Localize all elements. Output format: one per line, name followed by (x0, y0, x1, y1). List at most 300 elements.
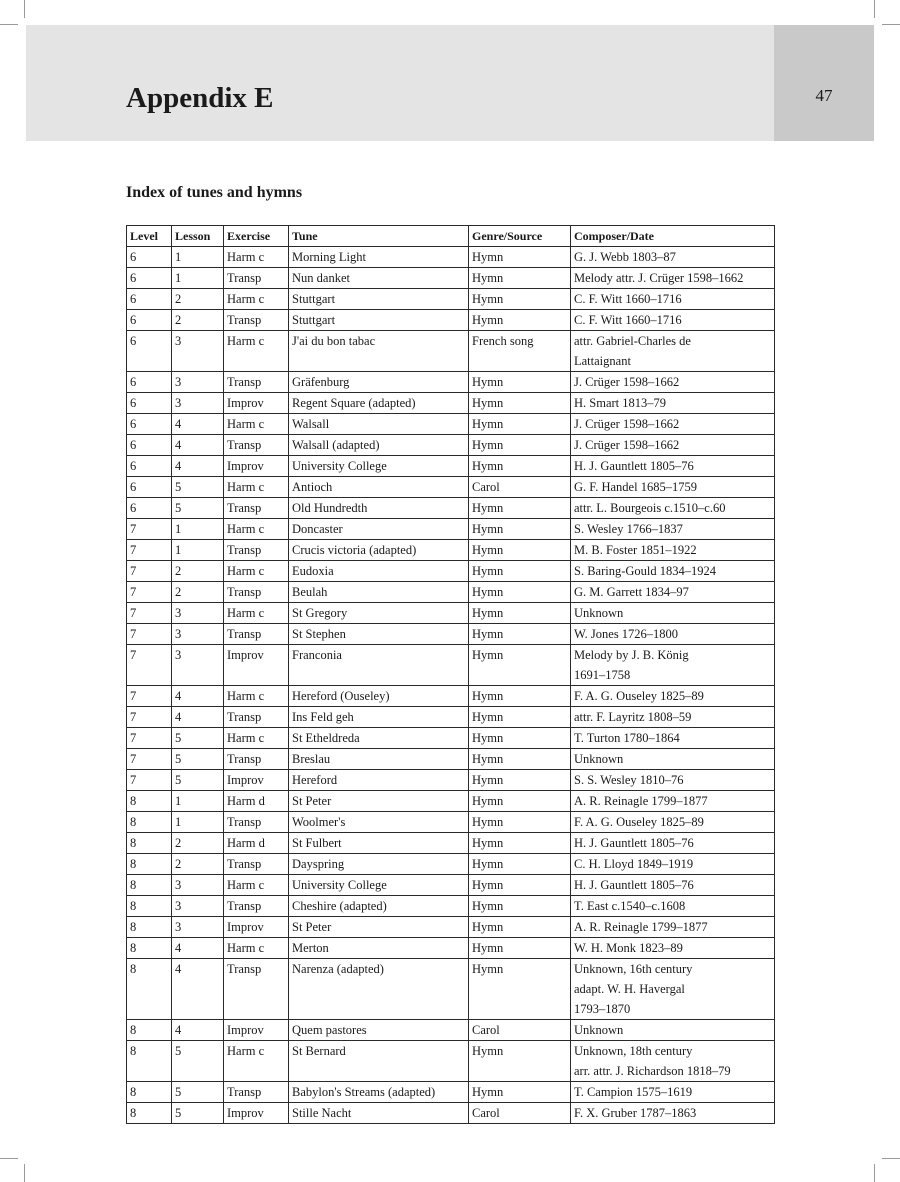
cell-composer-date (571, 1082, 775, 1103)
cell-composer-date (571, 959, 775, 1020)
cell-composer-date (571, 1103, 775, 1124)
cell-level: 7 (127, 707, 172, 728)
table-row (127, 519, 775, 540)
table-row (127, 959, 775, 1020)
cell-composer-date (571, 498, 775, 519)
cell-exercise: Transp (224, 707, 289, 728)
table-row (127, 645, 775, 686)
cell-exercise: Improv (224, 456, 289, 477)
composer-line: S. S. Wesley 1810–76 (574, 773, 684, 787)
table-row (127, 854, 775, 875)
cell-tune: St Fulbert (289, 833, 469, 854)
cell-genre-source: Hymn (469, 875, 571, 896)
cell-genre-source: Hymn (469, 603, 571, 624)
cell-level: 6 (127, 247, 172, 268)
cell-lesson: 2 (172, 833, 224, 854)
composer-line: Unknown (574, 752, 624, 766)
tunes-index-table (126, 225, 775, 1124)
cell-lesson: 4 (172, 1020, 224, 1041)
composer-line: C. H. Lloyd 1849–1919 (574, 857, 694, 871)
cell-exercise: Harm c (224, 1041, 289, 1082)
cell-tune: St Peter (289, 791, 469, 812)
composer-line: attr. L. Bourgeois c.1510–c.60 (574, 501, 726, 515)
composer-line: Unknown (574, 606, 624, 620)
cell-genre-source: Hymn (469, 707, 571, 728)
composer-line: T. Turton 1780–1864 (574, 731, 680, 745)
cell-genre-source: Hymn (469, 393, 571, 414)
table-header-row (127, 226, 775, 247)
cell-lesson: 4 (172, 938, 224, 959)
cell-lesson: 2 (172, 289, 224, 310)
cell-composer-date (571, 435, 775, 456)
cell-exercise: Harm c (224, 603, 289, 624)
cell-exercise: Harm d (224, 833, 289, 854)
cell-composer-date (571, 686, 775, 707)
column-header-composer-date: Composer/Date (571, 226, 775, 247)
cell-exercise: Harm d (224, 791, 289, 812)
cell-exercise: Harm c (224, 519, 289, 540)
cell-level: 6 (127, 393, 172, 414)
cell-level: 7 (127, 686, 172, 707)
cell-lesson: 1 (172, 540, 224, 561)
cell-composer-date (571, 917, 775, 938)
cell-composer-date (571, 624, 775, 645)
cell-lesson: 3 (172, 917, 224, 938)
cell-level: 8 (127, 1020, 172, 1041)
cell-genre-source: Hymn (469, 812, 571, 833)
cell-composer-date (571, 812, 775, 833)
cell-lesson: 5 (172, 1082, 224, 1103)
table-row (127, 1041, 775, 1082)
column-header-exercise: Exercise (224, 226, 289, 247)
cell-tune: Nun danket (289, 268, 469, 289)
cell-level: 7 (127, 540, 172, 561)
page-number: 47 (815, 86, 833, 105)
cell-tune: Stille Nacht (289, 1103, 469, 1124)
table-row (127, 917, 775, 938)
cell-level: 8 (127, 791, 172, 812)
cell-genre-source: Hymn (469, 310, 571, 331)
cell-level: 8 (127, 938, 172, 959)
cell-exercise: Harm c (224, 414, 289, 435)
cell-tune: Hereford (289, 770, 469, 791)
cell-composer-date (571, 289, 775, 310)
cell-lesson: 2 (172, 582, 224, 603)
cell-tune: University College (289, 456, 469, 477)
cell-genre-source: Hymn (469, 435, 571, 456)
composer-line: H. J. Gauntlett 1805–76 (574, 878, 694, 892)
table-row (127, 1082, 775, 1103)
cell-tune: Dayspring (289, 854, 469, 875)
cell-exercise: Harm c (224, 247, 289, 268)
cell-tune: Stuttgart (289, 310, 469, 331)
cell-lesson: 5 (172, 477, 224, 498)
column-header-genre-source: Genre/Source (469, 226, 571, 247)
cell-genre-source: Carol (469, 477, 571, 498)
composer-line: attr. Gabriel-Charles de (574, 334, 691, 348)
cell-level: 7 (127, 603, 172, 624)
table-row (127, 540, 775, 561)
cell-tune: Hereford (Ouseley) (289, 686, 469, 707)
cell-level: 8 (127, 833, 172, 854)
page-title: Appendix E (126, 82, 274, 114)
table-row (127, 896, 775, 917)
cell-genre-source: Hymn (469, 1041, 571, 1082)
table-row (127, 833, 775, 854)
cell-exercise: Transp (224, 959, 289, 1020)
cell-exercise: Transp (224, 896, 289, 917)
cell-level: 7 (127, 582, 172, 603)
cell-tune: St Etheldreda (289, 728, 469, 749)
cell-genre-source: Hymn (469, 770, 571, 791)
cell-composer-date (571, 372, 775, 393)
cell-tune: Narenza (adapted) (289, 959, 469, 1020)
cell-genre-source: Hymn (469, 959, 571, 1020)
composer-line: 1793–1870 (574, 1002, 631, 1016)
cell-lesson: 1 (172, 519, 224, 540)
cell-tune: Eudoxia (289, 561, 469, 582)
cell-lesson: 4 (172, 686, 224, 707)
composer-line: Unknown, 18th century (574, 1044, 693, 1058)
table-row (127, 686, 775, 707)
cell-tune: Beulah (289, 582, 469, 603)
cell-lesson: 2 (172, 561, 224, 582)
table-row (127, 289, 775, 310)
cell-lesson: 2 (172, 854, 224, 875)
cell-composer-date (571, 582, 775, 603)
cell-tune: Quem pastores (289, 1020, 469, 1041)
composer-line: W. H. Monk 1823–89 (574, 941, 683, 955)
cell-level: 6 (127, 477, 172, 498)
cell-lesson: 4 (172, 435, 224, 456)
cell-lesson: 4 (172, 414, 224, 435)
table-row (127, 1020, 775, 1041)
cell-lesson: 2 (172, 310, 224, 331)
cell-tune: Antioch (289, 477, 469, 498)
cell-exercise: Harm c (224, 477, 289, 498)
composer-line: H. Smart 1813–79 (574, 396, 667, 410)
cell-exercise: Improv (224, 645, 289, 686)
table-row (127, 435, 775, 456)
cell-tune: Merton (289, 938, 469, 959)
cell-level: 8 (127, 917, 172, 938)
cell-genre-source: French song (469, 331, 571, 372)
composer-line: T. Campion 1575–1619 (574, 1085, 693, 1099)
cell-lesson: 1 (172, 812, 224, 833)
cell-exercise: Harm c (224, 686, 289, 707)
composer-line: W. Jones 1726–1800 (574, 627, 679, 641)
cell-lesson: 5 (172, 749, 224, 770)
cell-genre-source: Hymn (469, 749, 571, 770)
cell-level: 7 (127, 749, 172, 770)
cell-tune: Franconia (289, 645, 469, 686)
section-title: Index of tunes and hymns (126, 184, 303, 201)
cell-composer-date (571, 561, 775, 582)
cell-exercise: Harm c (224, 938, 289, 959)
composer-line: adapt. W. H. Havergal (574, 982, 685, 996)
cell-tune: Breslau (289, 749, 469, 770)
cell-composer-date (571, 749, 775, 770)
cell-exercise: Transp (224, 372, 289, 393)
composer-line: F. X. Gruber 1787–1863 (574, 1106, 697, 1120)
crop-mark (874, 0, 875, 18)
cell-composer-date (571, 393, 775, 414)
cell-genre-source: Hymn (469, 414, 571, 435)
cell-genre-source: Hymn (469, 624, 571, 645)
cell-level: 8 (127, 812, 172, 833)
cell-level: 6 (127, 456, 172, 477)
table-row (127, 498, 775, 519)
cell-composer-date (571, 414, 775, 435)
cell-composer-date (571, 540, 775, 561)
composer-line: C. F. Witt 1660–1716 (574, 292, 682, 306)
cell-tune: St Gregory (289, 603, 469, 624)
cell-level: 7 (127, 645, 172, 686)
cell-lesson: 3 (172, 393, 224, 414)
cell-level: 8 (127, 854, 172, 875)
cell-genre-source: Hymn (469, 247, 571, 268)
cell-exercise: Harm c (224, 728, 289, 749)
cell-level: 6 (127, 289, 172, 310)
cell-level: 6 (127, 310, 172, 331)
cell-composer-date (571, 1020, 775, 1041)
cell-tune: Regent Square (adapted) (289, 393, 469, 414)
column-header-level: Level (127, 226, 172, 247)
column-header-tune: Tune (289, 226, 469, 247)
cell-exercise: Improv (224, 393, 289, 414)
cell-tune: Babylon's Streams (adapted) (289, 1082, 469, 1103)
cell-genre-source: Hymn (469, 456, 571, 477)
cell-tune: Walsall (adapted) (289, 435, 469, 456)
cell-genre-source: Hymn (469, 1082, 571, 1103)
cell-composer-date (571, 331, 775, 372)
crop-mark (874, 1164, 875, 1182)
cell-level: 6 (127, 414, 172, 435)
composer-line: J. Crüger 1598–1662 (574, 438, 680, 452)
cell-tune: Walsall (289, 414, 469, 435)
composer-line: 1691–1758 (574, 668, 631, 682)
cell-level: 7 (127, 519, 172, 540)
cell-genre-source: Carol (469, 1103, 571, 1124)
cell-composer-date (571, 896, 775, 917)
table-row (127, 728, 775, 749)
cell-lesson: 1 (172, 268, 224, 289)
cell-lesson: 5 (172, 728, 224, 749)
cell-level: 7 (127, 728, 172, 749)
composer-line: J. Crüger 1598–1662 (574, 375, 680, 389)
cell-tune: Stuttgart (289, 289, 469, 310)
composer-line: M. B. Foster 1851–1922 (574, 543, 697, 557)
cell-genre-source: Hymn (469, 728, 571, 749)
cell-tune: Ins Feld geh (289, 707, 469, 728)
composer-line: S. Baring-Gould 1834–1924 (574, 564, 717, 578)
cell-composer-date (571, 833, 775, 854)
cell-level: 8 (127, 1041, 172, 1082)
cell-level: 6 (127, 268, 172, 289)
crop-mark (882, 1158, 900, 1159)
cell-tune: St Stephen (289, 624, 469, 645)
cell-genre-source: Hymn (469, 645, 571, 686)
cell-genre-source: Hymn (469, 582, 571, 603)
cell-level: 7 (127, 770, 172, 791)
composer-line: Unknown, 16th century (574, 962, 693, 976)
composer-line: G. J. Webb 1803–87 (574, 250, 676, 264)
composer-line: Melody attr. J. Crüger 1598–1662 (574, 271, 744, 285)
composer-line: Unknown (574, 1023, 624, 1037)
cell-composer-date (571, 854, 775, 875)
cell-exercise: Transp (224, 310, 289, 331)
cell-lesson: 5 (172, 770, 224, 791)
table-row (127, 372, 775, 393)
cell-tune: St Peter (289, 917, 469, 938)
table-row (127, 603, 775, 624)
table-row (127, 414, 775, 435)
cell-genre-source: Hymn (469, 519, 571, 540)
cell-genre-source: Hymn (469, 268, 571, 289)
cell-lesson: 3 (172, 603, 224, 624)
cell-level: 6 (127, 331, 172, 372)
crop-mark (0, 24, 18, 25)
cell-lesson: 3 (172, 645, 224, 686)
cell-genre-source: Hymn (469, 498, 571, 519)
cell-level: 8 (127, 1082, 172, 1103)
cell-composer-date (571, 603, 775, 624)
table-row (127, 707, 775, 728)
cell-level: 8 (127, 959, 172, 1020)
cell-genre-source: Hymn (469, 854, 571, 875)
cell-composer-date (571, 728, 775, 749)
composer-line: A. R. Reinagle 1799–1877 (574, 794, 708, 808)
composer-line: G. F. Handel 1685–1759 (574, 480, 697, 494)
cell-lesson: 3 (172, 331, 224, 372)
composer-line: H. J. Gauntlett 1805–76 (574, 836, 694, 850)
cell-composer-date (571, 875, 775, 896)
table-row (127, 268, 775, 289)
cell-tune: Cheshire (adapted) (289, 896, 469, 917)
cell-exercise: Improv (224, 770, 289, 791)
cell-genre-source: Hymn (469, 561, 571, 582)
cell-lesson: 3 (172, 624, 224, 645)
cell-tune: Gräfenburg (289, 372, 469, 393)
crop-mark (24, 1164, 25, 1182)
cell-composer-date (571, 310, 775, 331)
cell-tune: University College (289, 875, 469, 896)
cell-level: 7 (127, 561, 172, 582)
table-row (127, 749, 775, 770)
cell-genre-source: Hymn (469, 289, 571, 310)
cell-tune: J'ai du bon tabac (289, 331, 469, 372)
crop-mark (24, 0, 25, 18)
cell-lesson: 3 (172, 896, 224, 917)
cell-exercise: Improv (224, 1020, 289, 1041)
cell-composer-date (571, 1041, 775, 1082)
composer-line: T. East c.1540–c.1608 (574, 899, 686, 913)
table-row (127, 331, 775, 372)
cell-exercise: Transp (224, 749, 289, 770)
table-row (127, 791, 775, 812)
table-row (127, 477, 775, 498)
cell-exercise: Transp (224, 1082, 289, 1103)
composer-line: G. M. Garrett 1834–97 (574, 585, 689, 599)
cell-exercise: Harm c (224, 289, 289, 310)
table-row (127, 812, 775, 833)
cell-composer-date (571, 456, 775, 477)
composer-line: arr. attr. J. Richardson 1818–79 (574, 1064, 731, 1078)
cell-composer-date (571, 645, 775, 686)
cell-lesson: 5 (172, 1041, 224, 1082)
cell-exercise: Transp (224, 498, 289, 519)
cell-lesson: 5 (172, 1103, 224, 1124)
cell-composer-date (571, 477, 775, 498)
cell-level: 6 (127, 498, 172, 519)
composer-line: H. J. Gauntlett 1805–76 (574, 459, 694, 473)
cell-exercise: Harm c (224, 561, 289, 582)
cell-genre-source: Hymn (469, 917, 571, 938)
cell-exercise: Harm c (224, 331, 289, 372)
cell-composer-date (571, 770, 775, 791)
cell-level: 6 (127, 435, 172, 456)
table-row (127, 582, 775, 603)
cell-lesson: 3 (172, 372, 224, 393)
cell-genre-source: Hymn (469, 833, 571, 854)
cell-genre-source: Hymn (469, 791, 571, 812)
cell-exercise: Improv (224, 1103, 289, 1124)
cell-exercise: Transp (224, 268, 289, 289)
cell-composer-date (571, 268, 775, 289)
table-row (127, 938, 775, 959)
cell-lesson: 1 (172, 791, 224, 812)
cell-genre-source: Hymn (469, 372, 571, 393)
table-row (127, 456, 775, 477)
composer-line: F. A. G. Ouseley 1825–89 (574, 815, 704, 829)
cell-genre-source: Hymn (469, 938, 571, 959)
table-row (127, 624, 775, 645)
cell-level: 8 (127, 1103, 172, 1124)
table-row (127, 247, 775, 268)
composer-line: Melody by J. B. König (574, 648, 689, 662)
table-body (127, 247, 775, 1124)
cell-genre-source: Hymn (469, 896, 571, 917)
cell-genre-source: Carol (469, 1020, 571, 1041)
cell-level: 8 (127, 875, 172, 896)
cell-tune: Old Hundredth (289, 498, 469, 519)
table-row (127, 393, 775, 414)
table-row (127, 1103, 775, 1124)
cell-tune: Woolmer's (289, 812, 469, 833)
cell-level: 7 (127, 624, 172, 645)
cell-exercise: Transp (224, 854, 289, 875)
cell-composer-date (571, 247, 775, 268)
cell-composer-date (571, 791, 775, 812)
cell-composer-date (571, 519, 775, 540)
cell-composer-date (571, 707, 775, 728)
cell-exercise: Transp (224, 540, 289, 561)
cell-lesson: 1 (172, 247, 224, 268)
cell-lesson: 4 (172, 456, 224, 477)
composer-line: S. Wesley 1766–1837 (574, 522, 683, 536)
table-row (127, 561, 775, 582)
composer-line: J. Crüger 1598–1662 (574, 417, 680, 431)
cell-lesson: 3 (172, 875, 224, 896)
cell-composer-date (571, 938, 775, 959)
composer-line: C. F. Witt 1660–1716 (574, 313, 682, 327)
cell-exercise: Transp (224, 582, 289, 603)
cell-exercise: Improv (224, 917, 289, 938)
cell-exercise: Transp (224, 435, 289, 456)
crop-mark (0, 1158, 18, 1159)
composer-line: F. A. G. Ouseley 1825–89 (574, 689, 704, 703)
cell-level: 8 (127, 896, 172, 917)
